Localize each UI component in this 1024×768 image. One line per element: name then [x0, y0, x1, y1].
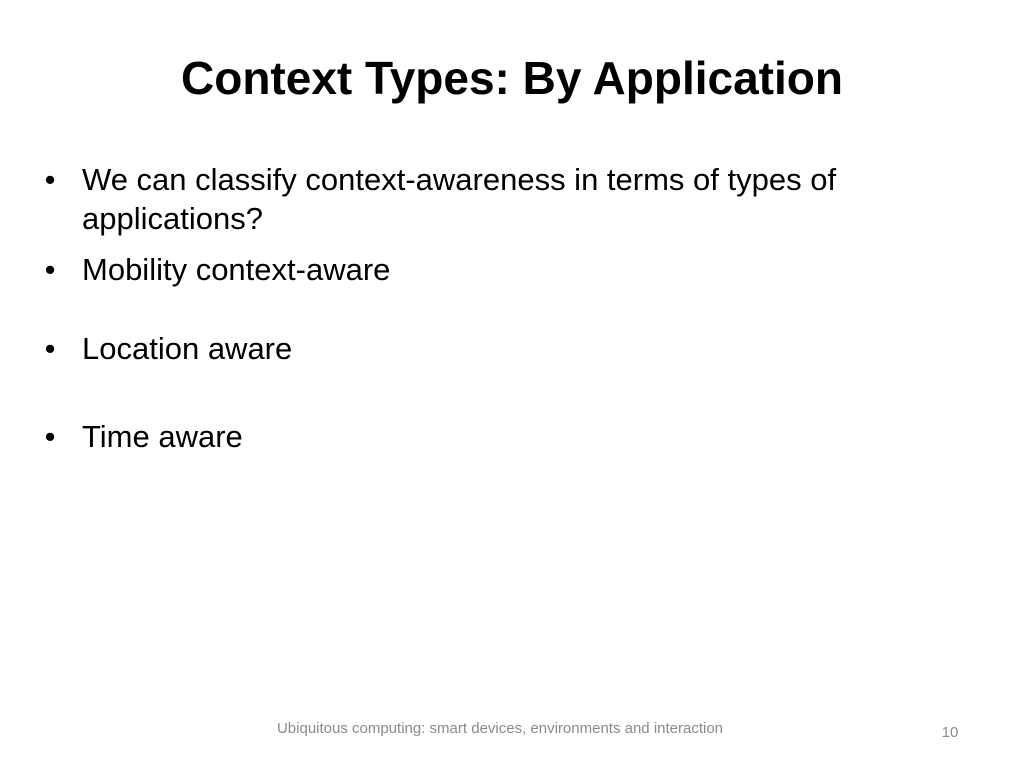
bullet-item: [40, 417, 940, 456]
bullet-marker: •: [44, 252, 56, 287]
bullet-marker: •: [44, 419, 56, 454]
bullet-text: Time aware: [82, 419, 243, 454]
bullet-list: [40, 160, 940, 456]
bullet-marker: •: [44, 331, 56, 366]
bullet-text: Location aware: [82, 331, 293, 366]
bullet-text: We can classify context-awareness in terms of types of applications?: [82, 162, 837, 236]
bullet-item: [40, 329, 940, 368]
bullet-item: [40, 160, 940, 238]
bullet-marker: •: [44, 162, 56, 197]
slide-title: Context Types: By Application: [181, 52, 843, 104]
slide-footer: Ubiquitous computing: smart devices, environments and interaction: [276, 720, 724, 737]
page-number: 10: [941, 724, 959, 741]
bullet-text: Mobility context-aware: [82, 252, 391, 287]
bullet-item: [40, 250, 940, 289]
